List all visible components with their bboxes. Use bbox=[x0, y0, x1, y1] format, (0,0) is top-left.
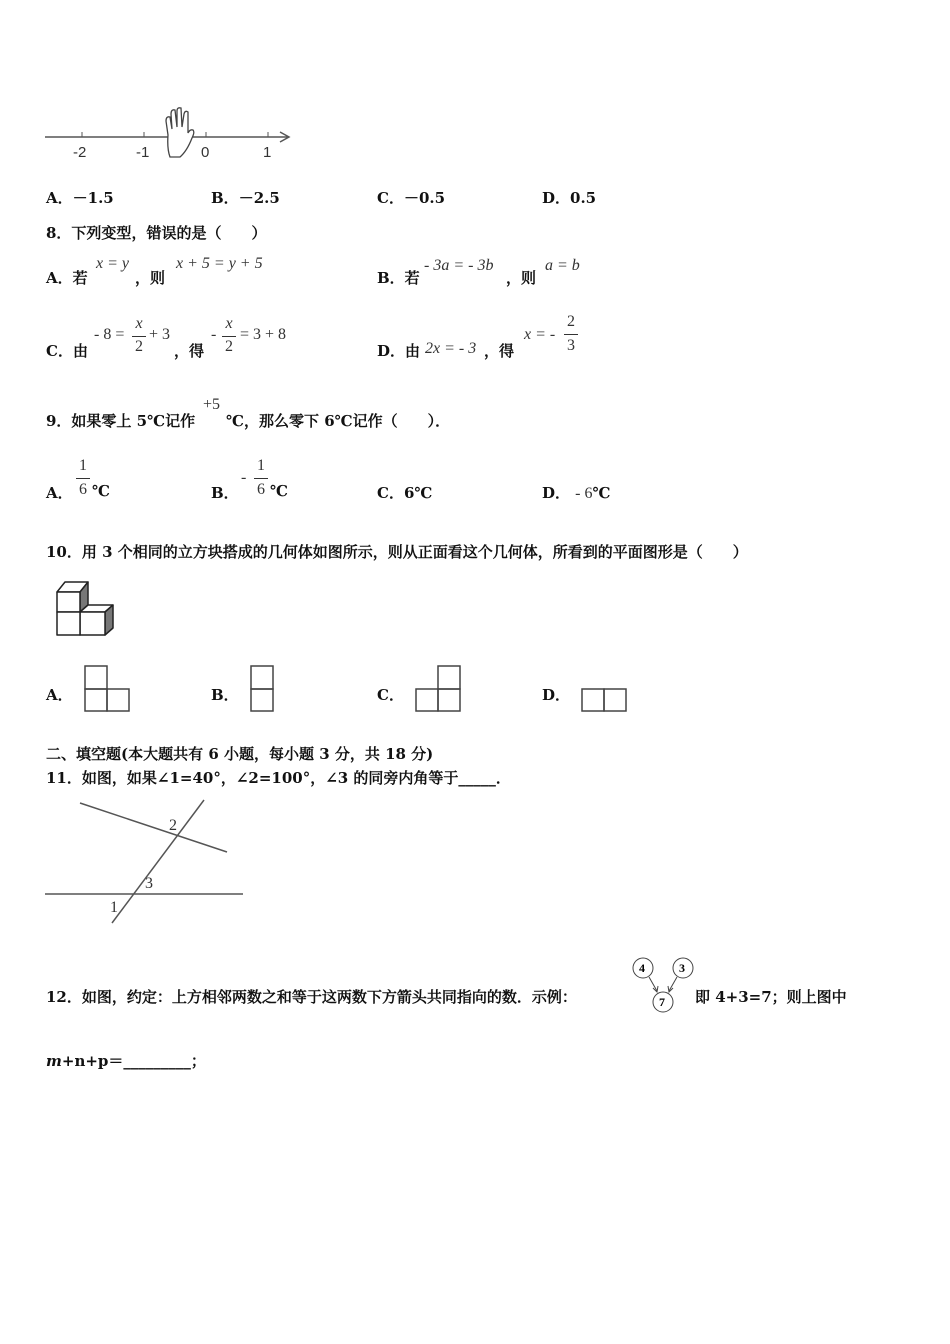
q8-b-cond: - 3a = - 3b bbox=[424, 257, 494, 274]
q8-c-label: C．由 bbox=[46, 342, 88, 360]
fraction-bar bbox=[132, 336, 146, 337]
q9-superscript: +5 bbox=[203, 396, 221, 413]
q9-a-unit: ℃ bbox=[92, 482, 110, 500]
q8-a-cond: x = y bbox=[96, 255, 129, 272]
tick-label: 0 bbox=[201, 144, 210, 161]
q7-option-c[interactable]: C．－0.5 bbox=[377, 189, 446, 207]
q9-a-denominator: 6 bbox=[79, 481, 87, 498]
q7-option-b[interactable]: B．－2.5 bbox=[211, 189, 280, 207]
q10-stem: 10．用 3 个相同的立方块搭成的几何体如图所示，则从正面看这个几何体，所看到的平面图形是（ ） bbox=[46, 543, 748, 561]
q9-option-c[interactable]: C．6℃ bbox=[377, 484, 433, 502]
q8-d-denominator: 3 bbox=[567, 337, 575, 354]
q8-a-mid: ，则 bbox=[135, 269, 166, 287]
angle-label-2: 2 bbox=[169, 817, 177, 834]
angle-lines-figure bbox=[45, 797, 245, 927]
q10-option-d[interactable]: D． bbox=[542, 686, 571, 704]
q8-c-mid: ，得 bbox=[174, 342, 205, 360]
q8-b-mid: ，则 bbox=[506, 269, 537, 287]
q8-a-result: x + 5 = y + 5 bbox=[176, 255, 263, 272]
q8-d-label: D．由 bbox=[377, 342, 421, 360]
q8-d-pre: x = - bbox=[524, 326, 556, 343]
angle-label-1: 1 bbox=[110, 899, 118, 916]
tick-label: -2 bbox=[73, 144, 87, 161]
tick-label: 1 bbox=[263, 144, 272, 161]
q8-b-label: B．若 bbox=[377, 269, 420, 287]
oblique-line bbox=[80, 803, 227, 852]
q8-c-pre: - 8 = bbox=[94, 326, 125, 343]
q12-answer-line[interactable] bbox=[46, 1050, 206, 1071]
q8-c-numerator2: x bbox=[225, 315, 233, 332]
fraction-bar bbox=[222, 336, 236, 337]
section-heading: 二、填空题(本大题共有 6 小题，每小题 3 分，共 18 分) bbox=[46, 745, 434, 763]
q8-b-result: a = b bbox=[545, 257, 580, 274]
q9-stem-a: 9．如果零上 5℃记作 bbox=[46, 412, 196, 430]
q8-d-mid: ，得 bbox=[484, 342, 515, 360]
q9-option-d[interactable]: D． - 6℃ bbox=[542, 484, 611, 502]
q9-b-numerator: 1 bbox=[257, 457, 265, 474]
q9-b-sign: - bbox=[241, 469, 247, 486]
example-value-sum: 7 bbox=[659, 995, 665, 1009]
tick-label: -1 bbox=[136, 144, 150, 161]
example-value-a: 4 bbox=[639, 961, 645, 975]
q8-c-denominator: 2 bbox=[135, 338, 143, 355]
q12-tail: 即 4+3=7；则上图中 bbox=[695, 988, 847, 1006]
q9-b-unit: ℃ bbox=[270, 482, 288, 500]
q10-option-b-figure[interactable] bbox=[249, 664, 277, 714]
variable-m: m bbox=[46, 1052, 62, 1070]
q7-option-d[interactable]: D．0.5 bbox=[542, 189, 597, 207]
fraction-bar bbox=[254, 478, 268, 479]
q9-a-numerator: 1 bbox=[79, 457, 87, 474]
fraction-bar bbox=[564, 334, 578, 335]
q10-option-a[interactable]: A． bbox=[46, 686, 73, 704]
q8-c-pre2: - bbox=[211, 326, 217, 343]
fraction-bar bbox=[76, 478, 90, 479]
q9-a-letter: A． bbox=[46, 484, 73, 502]
q9-stem-b: ℃，那么零下 6℃记作（ ）． bbox=[226, 412, 451, 430]
q11-stem: 11．如图，如果∠1=40°，∠2=100°，∠3 的同旁内角等于_____． bbox=[46, 769, 511, 787]
q10-option-b[interactable]: B． bbox=[211, 686, 239, 704]
q8-stem: 8．下列变型，错误的是（ ） bbox=[46, 224, 267, 242]
q10-option-d-figure[interactable] bbox=[580, 687, 630, 715]
q8-c-post: + 3 bbox=[149, 326, 171, 343]
angle-label-3: 3 bbox=[145, 875, 153, 892]
q9-b-denominator: 6 bbox=[257, 481, 265, 498]
hand-icon bbox=[166, 108, 194, 157]
example-value-b: 3 bbox=[679, 961, 685, 975]
q10-option-c[interactable]: C． bbox=[377, 686, 404, 704]
sum-arrow-example bbox=[630, 955, 700, 1017]
q9-b-letter: B． bbox=[211, 484, 239, 502]
q8-c-denominator2: 2 bbox=[225, 338, 233, 355]
q10-option-c-figure[interactable] bbox=[414, 664, 464, 714]
q10-option-a-figure[interactable] bbox=[83, 664, 133, 714]
q12-stem: 12．如图，约定：上方相邻两数之和等于这两数下方箭头共同指向的数．示例： bbox=[46, 988, 577, 1006]
q12-answer-blank[interactable]: +n+p＝_________； bbox=[61, 1052, 206, 1070]
cube-solid-figure bbox=[55, 578, 125, 638]
number-line-figure bbox=[40, 105, 300, 165]
q8-d-cond: 2x = - 3 bbox=[425, 340, 477, 357]
q7-option-a[interactable]: A．－1.5 bbox=[46, 189, 114, 207]
q8-c-post2: = 3 + 8 bbox=[240, 326, 287, 343]
q8-a-label: A．若 bbox=[46, 269, 88, 287]
q8-d-numerator: 2 bbox=[567, 313, 575, 330]
q8-c-numerator: x bbox=[135, 315, 143, 332]
